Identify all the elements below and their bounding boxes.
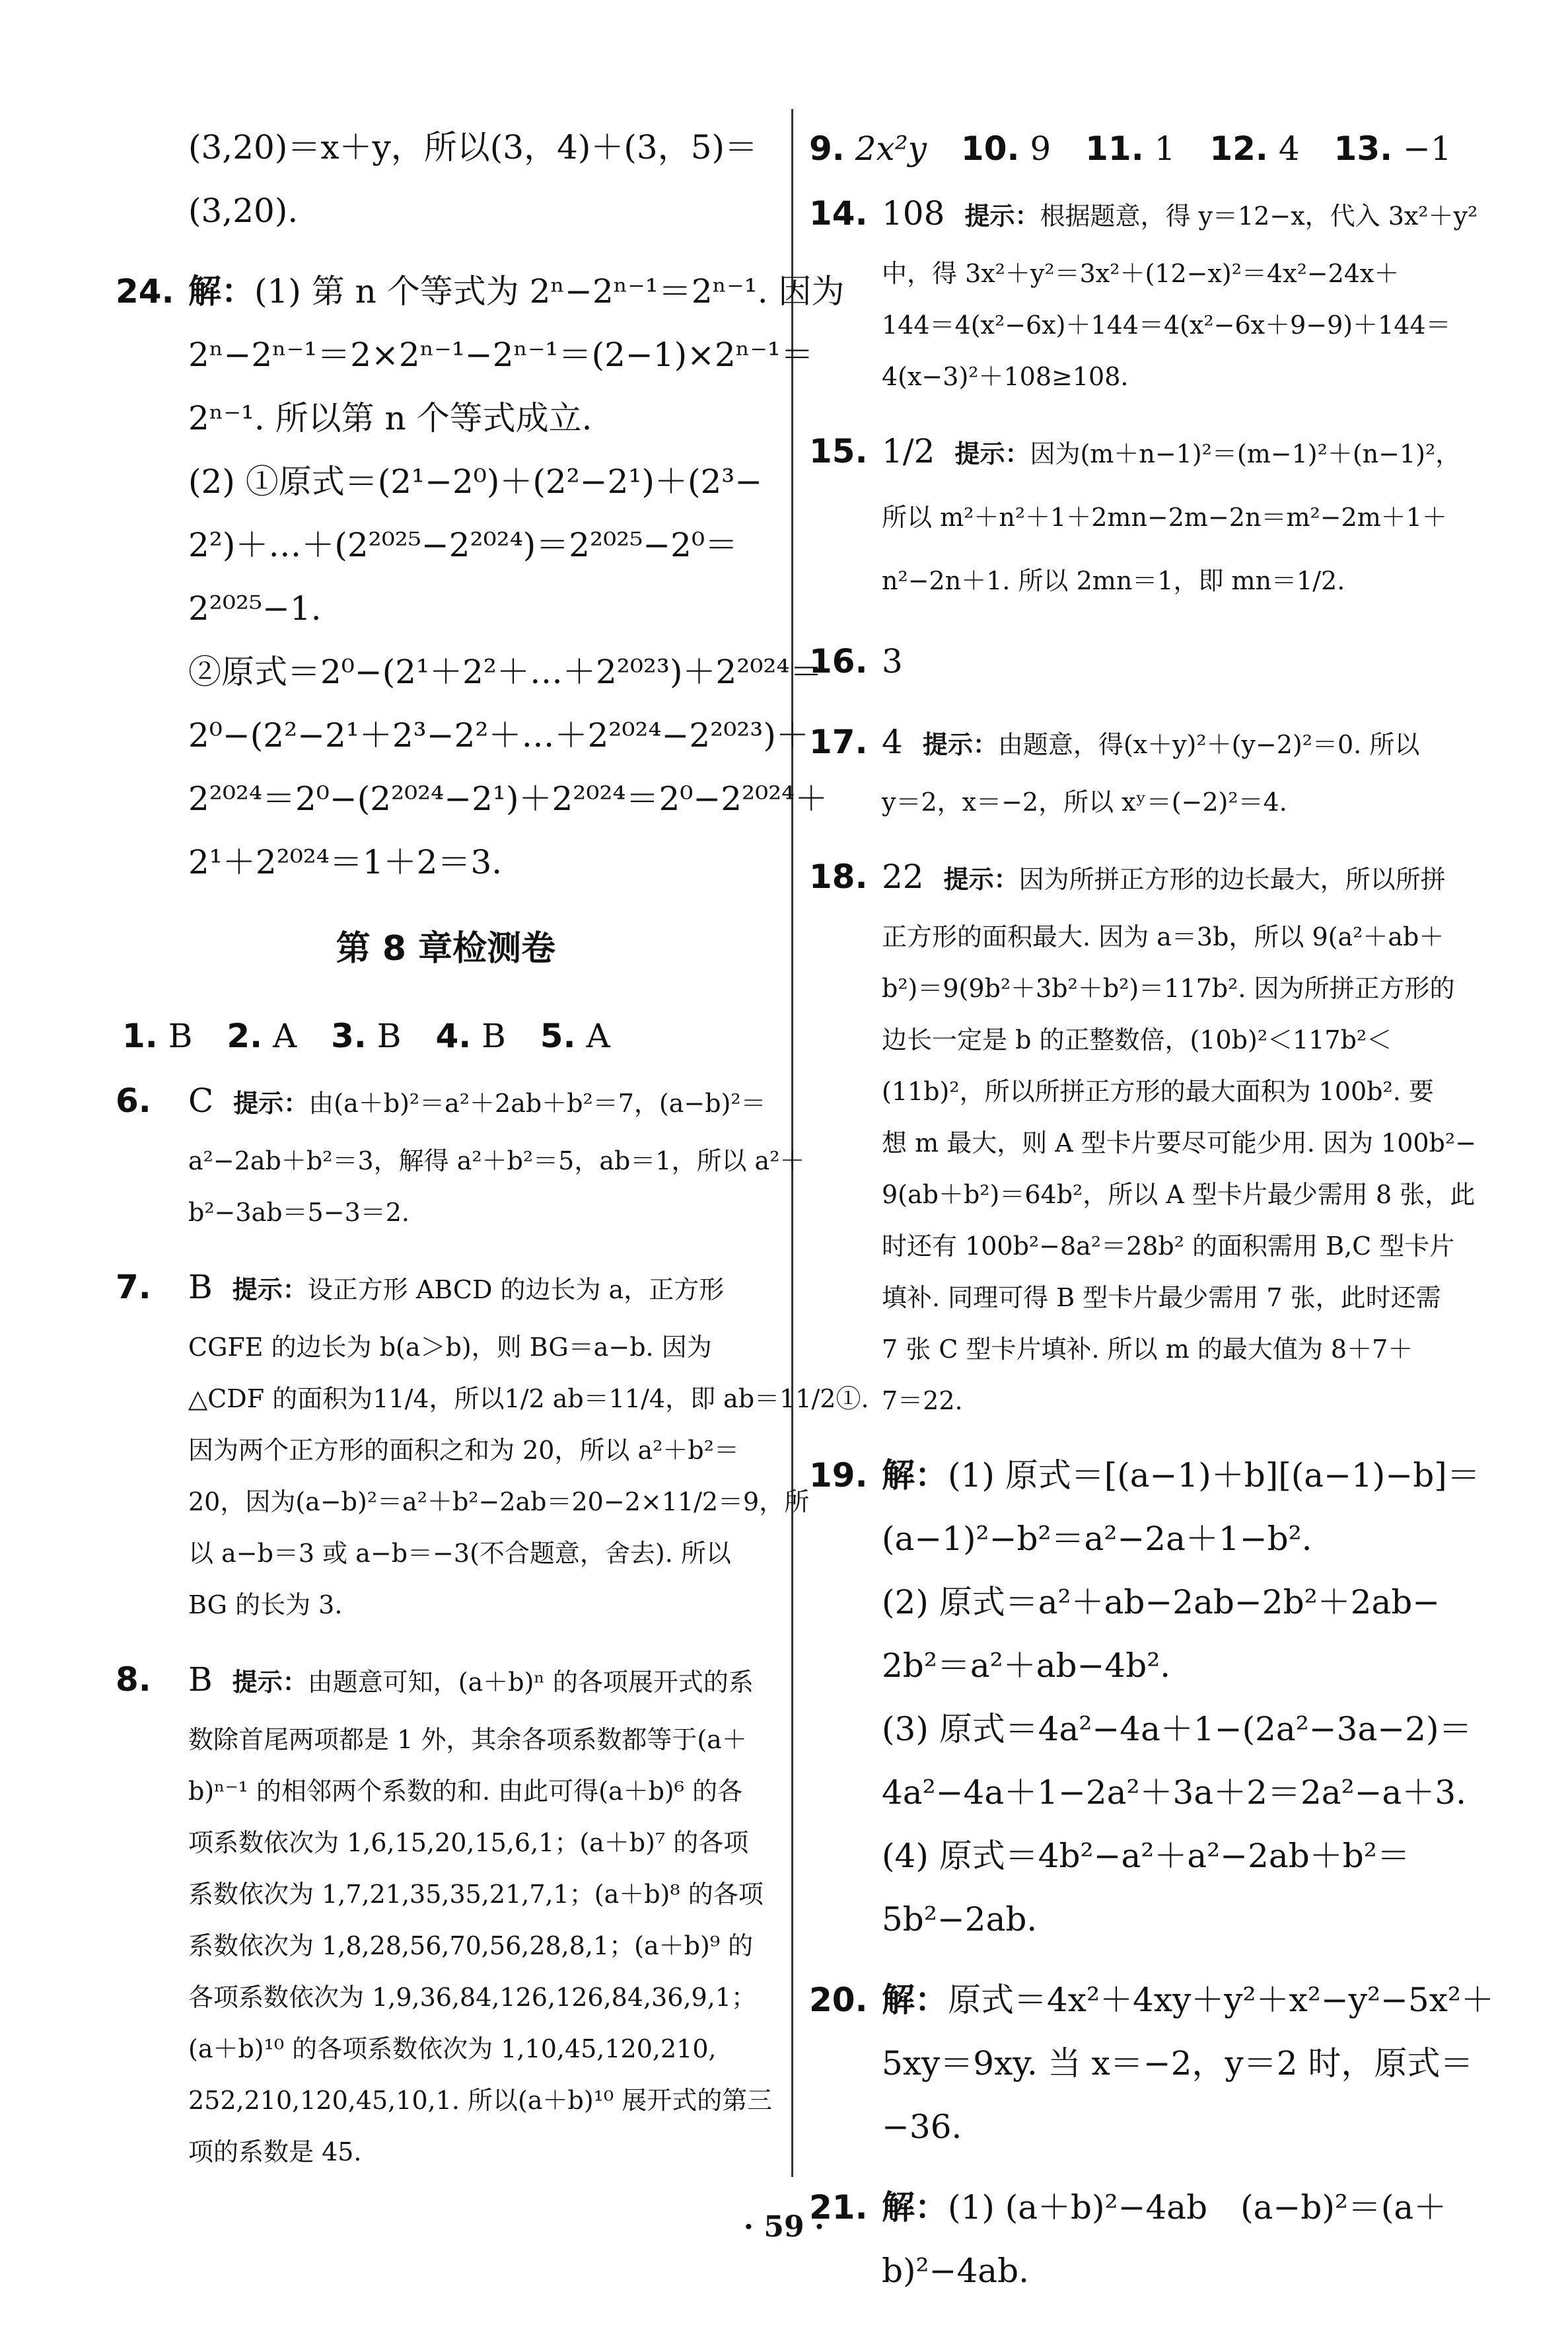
- answer-12: 12. 4: [1209, 129, 1300, 168]
- text-line: 所以 m²＋n²＋1＋2mn−2m−2n＝m²−2m＋1＋: [882, 503, 1447, 532]
- text-line: 2ⁿ−2ⁿ⁻¹＝2×2ⁿ⁻¹−2ⁿ⁻¹＝(2−1)×2ⁿ⁻¹＝: [188, 336, 814, 374]
- text-line: (2) ①原式＝(2¹−2⁰)＋(2²−2¹)＋(2³−: [188, 462, 763, 501]
- text-line: (4) 原式＝4b²−a²＋a²−2ab＋b²＝: [882, 1837, 1410, 1875]
- question-17: [809, 710, 1476, 828]
- text-line: b)ⁿ⁻¹ 的相邻两个系数的和. 由此可得(a＋b)⁶ 的各: [188, 1777, 743, 1806]
- answer-13: 13. −1: [1334, 129, 1452, 168]
- text-line: (3) 原式＝4a²−4a＋1−(2a²−3a−2)＝: [882, 1710, 1472, 1748]
- hint-label: 提示：: [233, 1089, 309, 1118]
- text-line: (a−1)²−b²＝a²−2a＋1−b².: [882, 1520, 1312, 1558]
- solution-label: 解：: [882, 1456, 948, 1495]
- question-number: 15.: [809, 432, 868, 470]
- text-line: (1) 第 n 个等式为 2ⁿ−2ⁿ⁻¹＝2ⁿ⁻¹. 因为: [254, 272, 845, 311]
- text-line: 4(x−3)²＋108≥108.: [882, 362, 1129, 391]
- text-line: 5b²−2ab.: [882, 1900, 1038, 1938]
- text-line: BG 的长为 3.: [188, 1590, 343, 1619]
- text-line: (1) 原式＝[(a−1)＋b][(a−1)−b]＝: [948, 1456, 1480, 1495]
- text-line: (3,20)＝x＋y，所以(3，4)＋(3，5)＝: [188, 128, 758, 166]
- text-line: ②原式＝2⁰−(2¹＋2²＋…＋2²⁰²³)＋2²⁰²⁴＝: [188, 653, 823, 691]
- text-line: (1) (a＋b)²−4ab (a−b)²＝(a＋: [948, 2188, 1447, 2227]
- question-number: 24.: [116, 272, 174, 311]
- text-line: 原式＝4x²＋4xy＋y²＋x²−y²−5x²＋: [948, 1981, 1494, 2019]
- multiple-choice-row: [116, 1003, 776, 1069]
- text-line: (11b)²，所以所拼正方形的最大面积为 100b². 要: [882, 1077, 1434, 1106]
- text-line: 因为两个正方形的面积之和为 20，所以 a²＋b²＝: [188, 1436, 739, 1465]
- mc-answer-4: 4. B: [435, 1017, 506, 1055]
- hint-label: 提示：: [943, 865, 1019, 894]
- answer: B: [188, 1268, 213, 1306]
- text-line: 由题意可知，(a＋b)ⁿ 的各项展开式的系: [307, 1668, 754, 1697]
- text-line: y＝2，x＝−2，所以 xʸ＝(−2)²＝4.: [882, 788, 1287, 817]
- question-6: [116, 1069, 805, 1238]
- text-line: 正方形的面积最大. 因为 a＝3b，所以 9(a²＋ab＋: [882, 922, 1444, 951]
- hint-label: 提示：: [232, 1275, 308, 1304]
- question-number: 16.: [809, 642, 868, 681]
- hint-label: 提示：: [964, 202, 1040, 231]
- question-16: [809, 630, 1476, 693]
- hint-label: 提示：: [232, 1668, 308, 1697]
- question-14: [809, 182, 1476, 402]
- right-column: [809, 116, 1494, 2320]
- text-line: 2²⁰²⁴＝2⁰−(2²⁰²⁴−2¹)＋2²⁰²⁴＝2⁰−2²⁰²⁴＋: [188, 780, 828, 818]
- solution-label: 解：: [882, 1981, 948, 2019]
- text-line: 以 a−b＝3 或 a−b＝−3(不合题意，舍去). 所以: [188, 1539, 731, 1568]
- text-line: 项的系数是 45.: [188, 2137, 362, 2166]
- text-line: (3,20).: [188, 192, 299, 230]
- hint-label: 提示：: [922, 730, 998, 759]
- text-line: 因为所拼正方形的边长最大，所以所拼: [1018, 865, 1446, 894]
- text-line: 由题意，得(x＋y)²＋(y−2)²＝0. 所以: [997, 730, 1420, 759]
- text-line: n²−2n＋1. 所以 2mn＝1，即 mn＝1/2.: [882, 566, 1345, 595]
- text-line: 4a²−4a＋1−2a²＋3a＋2＝2a²−a＋3.: [882, 1773, 1467, 1812]
- section-title: 第 8 章检测卷: [336, 929, 556, 969]
- text-line: 2¹＋2²⁰²⁴＝1＋2＝3.: [188, 843, 503, 881]
- page-number: · 59 ·: [743, 2210, 825, 2244]
- question-number: 19.: [809, 1456, 868, 1495]
- question-number: 14.: [809, 194, 868, 233]
- text-line: 144＝4(x²−6x)＋144＝4(x²−6x＋9−9)＋144＝: [882, 311, 1451, 340]
- solution-label: 解：: [882, 2188, 948, 2227]
- answer: 3: [882, 642, 903, 681]
- text-line: 由(a＋b)²＝a²＋2ab＋b²＝7，(a−b)²＝: [308, 1089, 766, 1118]
- question-number: 6.: [116, 1082, 151, 1120]
- text-line: △CDF 的面积为11/4，所以1/2 ab＝11/4，即 ab＝11/2①.: [188, 1384, 869, 1413]
- answer: 22: [882, 858, 924, 896]
- answer-10: 10. 9: [960, 129, 1051, 168]
- question-18: [809, 845, 1476, 1426]
- text-line: 数除首尾两项都是 1 外，其余各项系数都等于(a＋: [188, 1725, 747, 1754]
- text-line: b)²−4ab.: [882, 2252, 1029, 2290]
- text-line: 各项系数依次为 1,9,36,84,126,126,84,36,9,1；: [188, 1983, 756, 2012]
- text-line: 系数依次为 1,7,21,35,35,21,7,1；(a＋b)⁸ 的各项: [188, 1880, 764, 1909]
- answer: C: [188, 1082, 214, 1120]
- text-line: 20，因为(a−b)²＝a²＋b²−2ab＝20−2×11/2＝9，所: [188, 1487, 810, 1516]
- text-line: 2²⁰²⁵−1.: [188, 589, 322, 628]
- question-number: 20.: [809, 1981, 868, 2019]
- text-line: 252,210,120,45,10,1. 所以(a＋b)¹⁰ 展开式的第三: [188, 2086, 773, 2115]
- question-number: 8.: [116, 1660, 151, 1699]
- text-line: −36.: [882, 2108, 962, 2146]
- text-line: 2ⁿ⁻¹. 所以第 n 个等式成立.: [188, 399, 592, 437]
- text-line: (2) 原式＝a²＋ab−2ab−2b²＋2ab−: [882, 1583, 1441, 1621]
- text-line: CGFE 的边长为 b(a＞b)，则 BG＝a−b. 因为: [188, 1333, 712, 1362]
- mc-answer-1: 1. B: [122, 1017, 193, 1055]
- text-line: (a＋b)¹⁰ 的各项系数依次为 1,10,45,120,210,: [188, 2034, 717, 2063]
- hint-label: 提示：: [954, 439, 1030, 468]
- text-line: b²)＝9(9b²＋3b²＋b²)＝117b². 因为所拼正方形的: [882, 974, 1455, 1003]
- question-20: [809, 1968, 1494, 2159]
- text-line: 边长一定是 b 的正整数倍，(10b)²＜117b²＜: [882, 1025, 1392, 1054]
- answer: 108: [882, 194, 945, 233]
- text-line: 2⁰−(2²−2¹＋2³−2²＋…＋2²⁰²⁴−2²⁰²³)＋: [188, 716, 809, 755]
- question-8: [116, 1648, 776, 2178]
- text-line: 7＝22.: [882, 1386, 963, 1415]
- mc-answer-2: 2. A: [227, 1017, 297, 1055]
- question-number: 21.: [809, 2188, 868, 2227]
- text-line: 时还有 100b²−8a²＝28b² 的面积需用 B,C 型卡片: [882, 1232, 1455, 1261]
- question-15: [809, 420, 1476, 612]
- mc-answer-5: 5. A: [540, 1017, 610, 1055]
- text-line: 7 张 C 型卡片填补. 所以 m 的最大值为 8＋7＋: [882, 1335, 1413, 1364]
- text-line: 中，得 3x²＋y²＝3x²＋(12−x)²＝4x²−24x＋: [882, 259, 1400, 288]
- answer-11: 11. 1: [1085, 129, 1176, 168]
- text-line: 2²)＋…＋(2²⁰²⁵−2²⁰²⁴)＝2²⁰²⁵−2⁰＝: [188, 526, 738, 564]
- question-number: 18.: [809, 858, 868, 896]
- fill-in-row: [809, 116, 1476, 182]
- question-19: [809, 1444, 1480, 1951]
- text-line: 9(ab＋b²)＝64b²，所以 A 型卡片最少需用 8 张，此: [882, 1180, 1476, 1209]
- mc-answer-3: 3. B: [331, 1017, 402, 1055]
- text-line: 填补. 同理可得 B 型卡片最少需用 7 张，此时还需: [882, 1283, 1441, 1312]
- q23-continuation: [116, 116, 776, 242]
- text-line: 想 m 最大，则 A 型卡片要尽可能少用. 因为 100b²−: [882, 1128, 1476, 1158]
- text-line: b²−3ab＝5−3＝2.: [188, 1198, 410, 1227]
- solution-label: 解：: [188, 272, 254, 311]
- question-number: 17.: [809, 723, 868, 761]
- text-line: 根据题意，得 y＝12−x，代入 3x²＋y²: [1040, 202, 1478, 231]
- answer: 1/2: [882, 432, 935, 470]
- text-line: a²−2ab＋b²＝3，解得 a²＋b²＝5，ab＝1，所以 a²＋: [188, 1146, 805, 1175]
- text-line: 2b²＝a²＋ab−4b².: [882, 1646, 1171, 1685]
- question-number: 7.: [116, 1268, 151, 1306]
- text-line: 系数依次为 1,8,28,56,70,56,28,8,1；(a＋b)⁹ 的: [188, 1931, 754, 1960]
- answer: B: [188, 1660, 213, 1699]
- text-line: 设正方形 ABCD 的边长为 a，正方形: [307, 1275, 725, 1304]
- answer-9: 9. 2x²y: [809, 129, 927, 168]
- answer: 4: [882, 723, 903, 761]
- text-line: 项系数依次为 1,6,15,20,15,6,1；(a＋b)⁷ 的各项: [188, 1828, 749, 1857]
- text-line: 5xy＝9xy. 当 x＝−2，y＝2 时，原式＝: [882, 2044, 1474, 2083]
- text-line: 因为(m＋n−1)²＝(m−1)²＋(n−1)²，: [1030, 439, 1461, 468]
